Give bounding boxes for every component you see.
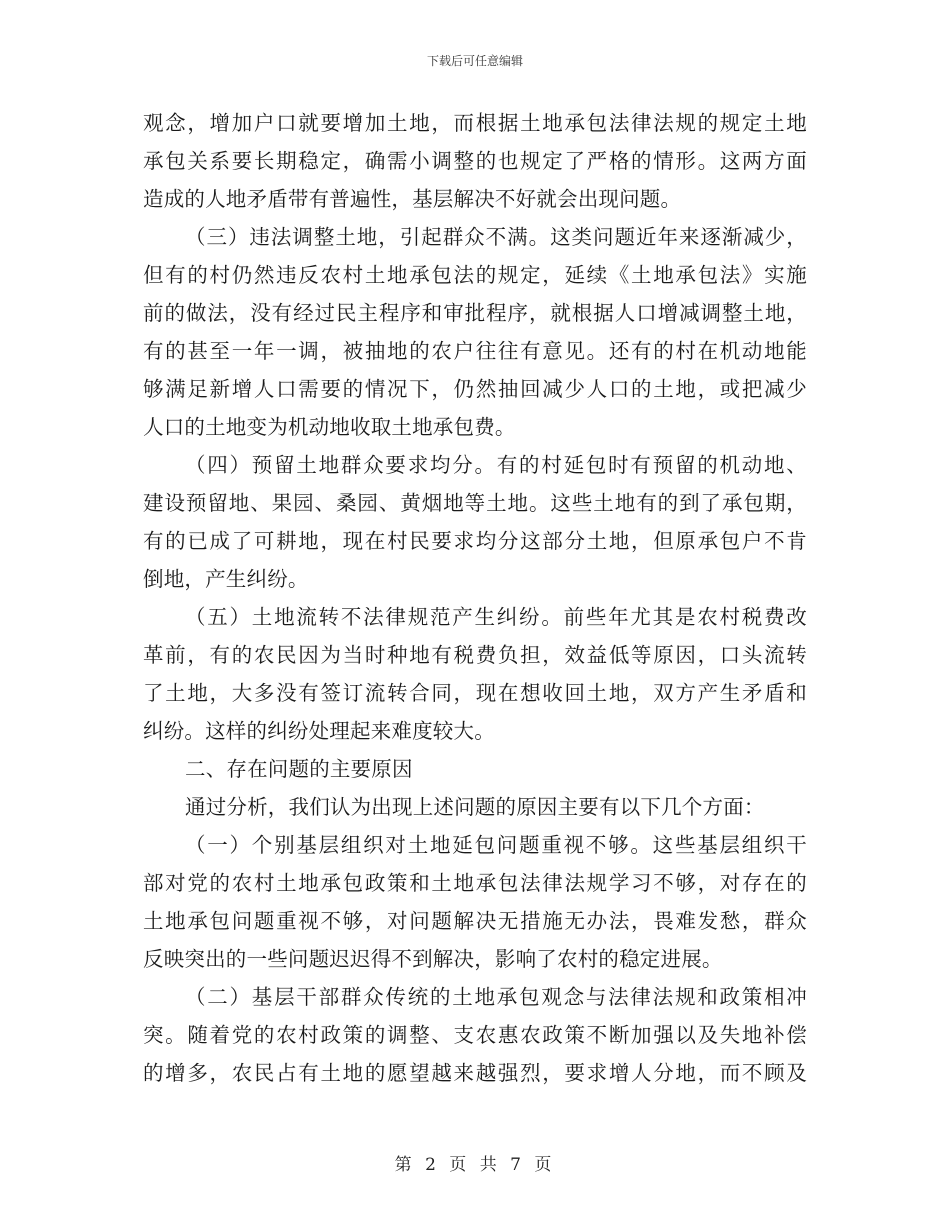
text-line-26: 的增多，农民占有土地的愿望越来越强烈，要求增人分地，而不顾及	[143, 1061, 807, 1085]
text-line-23: 反映突出的一些问题迟迟得不到解决，影响了农村的稳定进展。	[143, 947, 723, 971]
text-line-2: 承包关系要长期稳定，确需小调整的也规定了严格的情形。这两方面	[143, 149, 807, 173]
text-line-21: 部对党的农村土地承包政策和土地承包法律法规学习不够，对存在的	[143, 871, 807, 895]
text-line-25: 突。随着党的农村政策的调整、支农惠农政策不断加强以及失地补偿	[143, 1023, 807, 1047]
page-number: 第 2 页 共 7 页	[394, 1155, 556, 1175]
text-line-16: 了土地，大多没有签订流转合同，现在想收回土地，双方产生矛盾和	[143, 681, 807, 705]
text-line-13: 倒地，产生纠纷。	[143, 567, 309, 591]
text-line-10: （四）预留土地群众要求均分。有的村延包时有预留的机动地、	[185, 453, 807, 477]
section-heading: 二、存在问题的主要原因	[185, 757, 413, 781]
text-line-22: 土地承包问题重视不够，对问题解决无措施无办法，畏难发愁，群众	[143, 909, 807, 933]
text-line-19: 通过分析，我们认为出现上述问题的原因主要有以下几个方面：	[185, 795, 765, 819]
text-line-6: 前的做法，没有经过民主程序和审批程序，就根据人口增减调整土地，	[143, 301, 807, 325]
text-line-8: 够满足新增人口需要的情况下，仍然抽回减少人口的土地，或把减少	[143, 377, 807, 401]
text-line-7: 有的甚至一年一调，被抽地的农户往往有意见。还有的村在机动地能	[143, 339, 807, 363]
text-line-14: （五）土地流转不法律规范产生纠纷。前些年尤其是农村税费改	[185, 605, 807, 629]
text-line-1: 观念，增加户口就要增加土地，而根据土地承包法律法规的规定土地	[143, 111, 807, 135]
text-line-24: （二）基层干部群众传统的土地承包观念与法律法规和政策相冲	[185, 985, 807, 1009]
text-line-15: 革前，有的农民因为当时种地有税费负担，效益低等原因，口头流转	[143, 643, 807, 667]
text-line-4: （三）违法调整土地，引起群众不满。这类问题近年来逐渐减少，	[185, 225, 807, 249]
text-line-3: 造成的人地矛盾带有普遍性，基层解决不好就会出现问题。	[143, 187, 682, 211]
text-line-17: 纠纷。这样的纠纷处理起来难度较大。	[143, 719, 495, 743]
text-line-12: 有的已成了可耕地，现在村民要求均分这部分土地，但原承包户不肯	[143, 529, 807, 553]
text-line-5: 但有的村仍然违反农村土地承包法的规定，延续《土地承包法》实施	[143, 263, 807, 287]
text-line-11: 建设预留地、果园、桑园、黄烟地等土地。这些土地有的到了承包期，	[143, 491, 807, 515]
page-header: 下载后可任意编辑	[426, 54, 523, 68]
text-line-20: （一）个别基层组织对土地延包问题重视不够。这些基层组织干	[185, 833, 807, 857]
document-body	[143, 104, 807, 1092]
text-line-9: 人口的土地变为机动地收取土地承包费。	[143, 415, 516, 439]
